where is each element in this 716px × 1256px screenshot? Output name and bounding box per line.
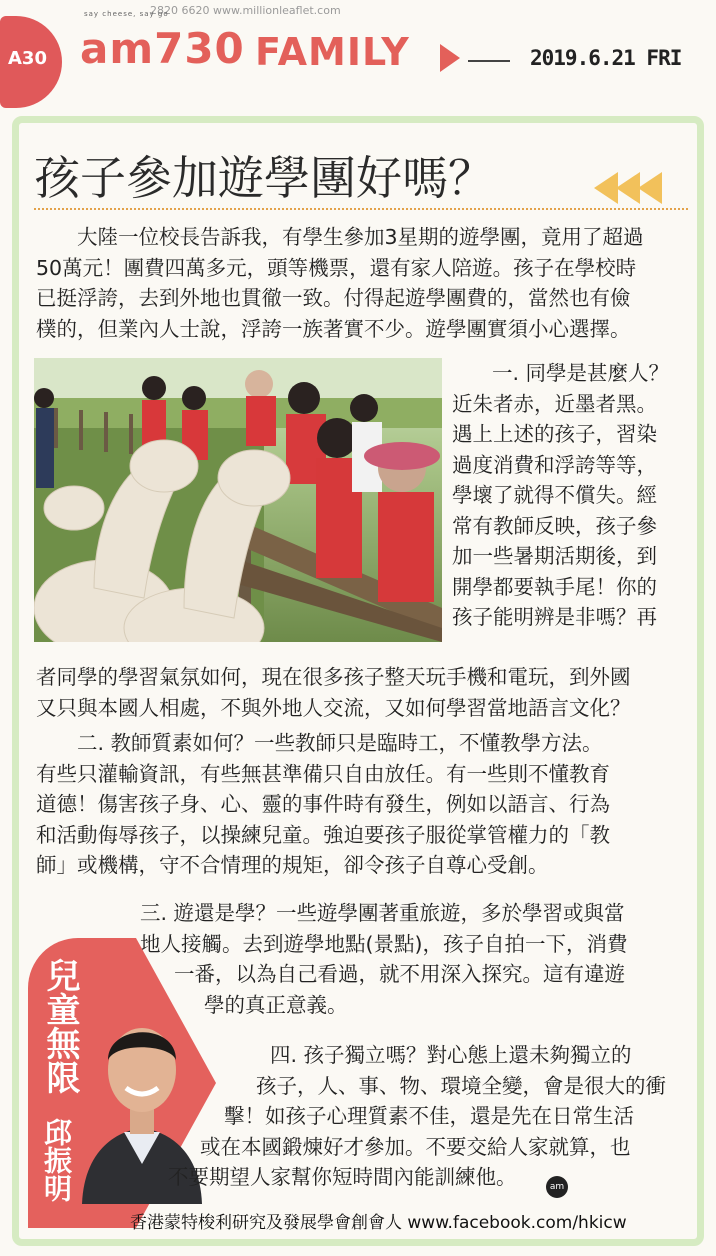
text-line: 已挺浮誇，去到外地也貫徹一致。付得起遊學團費的，當然也有儉 (36, 286, 631, 310)
text-line: 常有教師反映，孩子參 (452, 513, 657, 538)
text-line: 加一些暑期活期後，到 (452, 544, 657, 568)
point1-continuation (36, 662, 631, 723)
point4-paragraph (168, 1040, 666, 1193)
text-line: 擊！如孩子心理質素不佳，還是先在日常生活 (224, 1104, 634, 1128)
page-code-tab (0, 16, 62, 108)
text-line: 又只與本國人相處，不與外地人交流，又如何學習當地語言文化？ (36, 695, 631, 720)
text-line: 一番，以為自己看過，就不用深入探究。這有違遊 (174, 962, 625, 986)
text-line: 50萬元！團費四萬多元，頭等機票，還有家人陪遊。孩子在學校時 (36, 255, 637, 280)
text-line: 道德！傷害孩子身、心、靈的事件時有發生，例如以語言、行為 (36, 792, 610, 816)
brand-name: am730 (80, 24, 245, 73)
text-line: 過度消費和浮誇等等， (452, 452, 657, 477)
text-line: 者同學的學習氣氛如何，現在很多孩子整天玩手機和電玩，到外國 (36, 665, 631, 689)
point2-paragraph (36, 728, 610, 881)
intro-paragraph (36, 222, 644, 344)
section-title: FAMILY (255, 30, 410, 74)
column-name: 兒童無限 (40, 958, 80, 1094)
title-divider (34, 208, 688, 210)
text-line: 孩子，人、事、物、環境全變，會是很大的衝 (256, 1073, 666, 1098)
brand-tagline: say cheese, say go (84, 10, 169, 18)
issue-date: 2019.6.21 FRI (530, 46, 682, 70)
text-line: 遇上上述的孩子，習染 (452, 422, 657, 446)
text-line: 和活動侮辱孩子，以操練兒童。強迫要孩子服從掌管權力的「教 (36, 822, 610, 847)
chevron-left-icon (594, 172, 618, 204)
header-rule (468, 60, 510, 62)
author-name: 邱振明 (40, 1118, 73, 1202)
text-line: 三. 遊還是學？一些遊學團著重旅遊，多於學習或與當 (140, 901, 625, 925)
chevron-left-icon (616, 172, 640, 204)
chevron-left-icon (638, 172, 662, 204)
photo-illustration (34, 358, 442, 642)
author-credit: 香港蒙特梭利研究及發展學會創會人 www.facebook.com/hkicw (130, 1213, 627, 1233)
text-line: 二. 教師質素如何？一些教師只是臨時工，不懂教學方法。 (36, 731, 603, 755)
end-mark-icon: am (546, 1176, 568, 1198)
top-strip-text: 2820 6620 www.millionleaflet.com (150, 4, 341, 17)
point1-heading: 一. 同學是甚麼人？ (492, 361, 670, 385)
text-line: 四. 孩子獨立嗎？對心態上還未夠獨立的 (270, 1043, 632, 1067)
text-line: 孩子能明辨是非嗎？再 (452, 605, 657, 629)
article-title: 孩子參加遊學團好嗎？ (34, 151, 494, 205)
text-line: 不要期望人家幫你短時間內能訓練他。 (168, 1165, 517, 1189)
text-line: 樸的，但業內人士說，浮誇一族著實不少。遊學團實須小心選擇。 (36, 316, 631, 341)
alpaca-feeding-photo (34, 358, 442, 642)
play-arrow-icon (440, 44, 460, 72)
brand-logo (80, 10, 245, 73)
text-line: 近朱者赤，近墨者黑。 (452, 391, 657, 416)
page-code: A30 (8, 48, 47, 69)
text-line: 學的真正意義。 (204, 992, 348, 1017)
text-line: 有些只灌輸資訊，有些無甚準備只自由放任。有一些則不懂教育 (36, 761, 610, 786)
text-line: 大陸一位校長告訴我，有學生參加3星期的遊學團，竟用了超過 (36, 225, 644, 249)
point1-side-column (452, 358, 669, 633)
text-line: 開學都要執手尾！你的 (452, 574, 657, 599)
text-line: 或在本國鍛煉好才參加。不要交給人家就算，也 (200, 1134, 631, 1159)
text-line: 地人接觸。去到遊學地點(景點)，孩子自拍一下，消費 (140, 931, 628, 956)
text-line: 學壞了就得不償失。經 (452, 483, 657, 507)
text-line: 師」或機構，守不合情理的規矩，卻令孩子自尊心受創。 (36, 853, 549, 877)
